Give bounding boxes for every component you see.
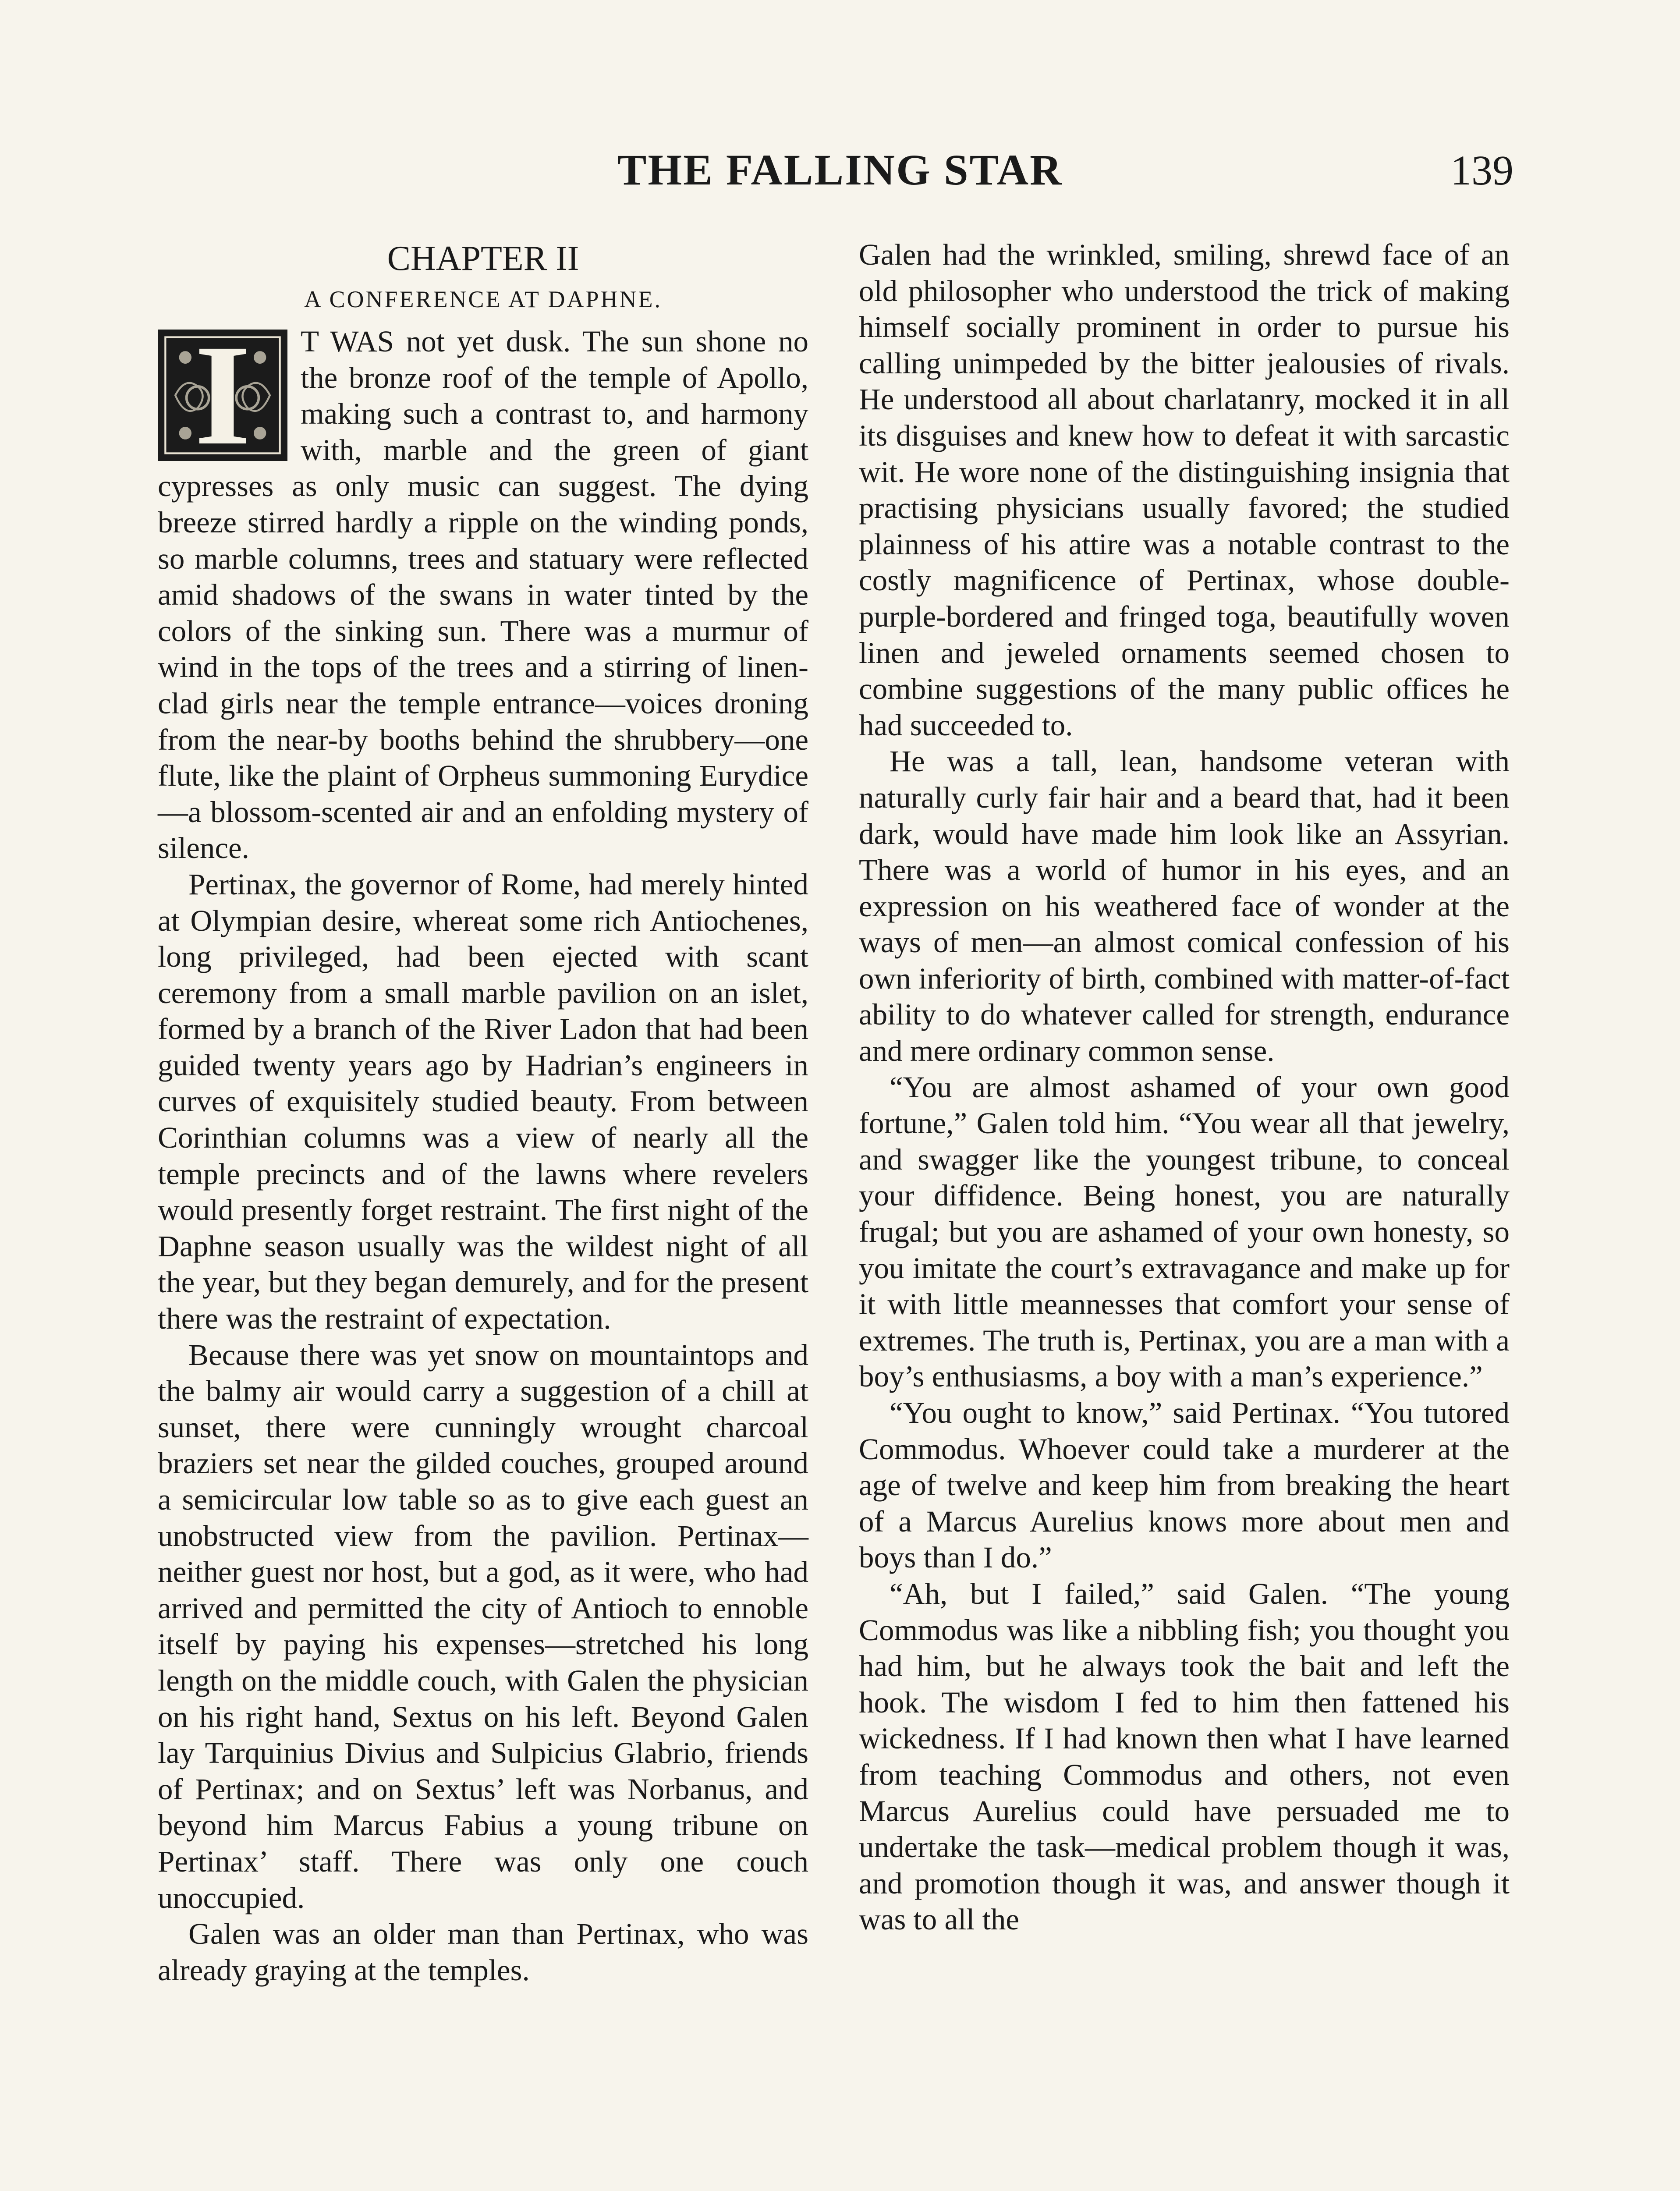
ornamental-drop-cap (158, 315, 287, 475)
page-header-title: THE FALLING STAR (617, 145, 1063, 194)
paragraph: “Ah, but I failed,” said Galen. “The young Commodus was like a nibbling fish; you thought you had him, but he always took the bait and left the hook. The wisdom I fed to him then fattened his wickedness. If I had known then what I have learned from teaching Commodus and others, not even Marcus Aurelius could have persuaded me to undertake the task—medical problem though it was, and promotion though it was, and answer though it was to all the (859, 1577, 1510, 1936)
paragraph: Because there was yet snow on mountaintops and the balmy air would carry a suggestion of a chill at sunset, there were cunningly wrought charcoal braziers set near the gilded couches, grouped around a semicircular low table so as to give each guest an unobstructed view from the pavilion. Pertinax—neither guest nor host, but a god, as it were, who had arrived and permitted the city of Antioch to ennoble itself by paying his expenses—stretched his long length on the middle couch, with Galen the physician on his right hand, Sextus on his left. Beyond Galen lay Tarquinius Divius and Sulpicius Glabrio, friends of Pertinax; and on Sextus’ left was Norbanus, and beyond him Marcus Fabius a young tribune on Pertinax’ staff. There was only one couch unoccupied. (158, 1338, 808, 1914)
paragraph: “You ought to know,” said Pertinax. “You tutored Commodus. Whoever could take a murderer at the age of twelve and keep him from breaking the heart of a Marcus Aurelius knows more about men and boys than I do.” (859, 1396, 1510, 1574)
page-number: 139 (1450, 147, 1513, 194)
paragraph-opening: T WAS not yet dusk. The sun shone no the bronze roof of the temple of Apollo, making such a contrast to, and harmony with, marble and the green of giant cypresses as only music can suggest. The dying breeze stirred hardly a ripple on the winding ponds, so marble columns, trees and statuary were reflected amid shadows of the swans in water tinted by the colors of the sinking sun. There was a murmur of wind in the tops of the trees and a stirring of linen-clad girls near the temple entrance—voices droning from the near-by booths behind the shrubbery—one flute, like the plaint of Orpheus summoning Eurydice—a blossom-scented air and an enfolding mystery of silence. (158, 325, 808, 865)
paragraph: Galen was an older man than Pertinax, who was already graying at the temples. (158, 1917, 808, 1987)
chapter-heading: CHAPTER II (387, 239, 579, 278)
drop-cap-letter: I (194, 315, 251, 475)
right-column (859, 237, 1510, 1938)
paragraph-continued: Galen had the wrinkled, smiling, shrewd face of an old philosopher who understood the trick of making himself socially prominent in order to pursue his calling unimpeded by the bitter jealousies of rivals. He understood all about charlatanry, mocked it in all its disguises and knew how to defeat it with sarcastic wit. He wore none of the distinguishing insignia that practising physicians usually favored; the studied plainness of his attire was a notable contrast to the costly magnificence of Pertinax, whose double-purple-bordered and fringed toga, beautifully woven linen and jeweled ornaments seemed chosen to combine suggestions of the many public offices he had succeeded to. (859, 238, 1510, 742)
paragraph: “You are almost ashamed of your own good fortune,” Galen told him. “You wear all that jewelry, and swagger like the youngest tribune, to conceal your diffidence. Being honest, you are naturally frugal; but you are ashamed of your own honesty, so you imitate the court’s extravagance and make up for it with little meannesses that comfort your sense of extremes. The truth is, Pertinax, you are a man with a boy’s enthusiasms, a boy with a man’s experience.” (859, 1070, 1510, 1393)
paragraph: He was a tall, lean, handsome veteran with naturally curly fair hair and a beard that, had it been dark, would have made him look like an Assyrian. There was a world of humor in his eyes, and an expression on his weathered face of wonder at the ways of men—an almost comical confession of his own inferiority of birth, combined with matter-of-fact ability to do whatever called for strength, endurance and mere ordinary common sense. (859, 745, 1510, 1068)
paragraph: Pertinax, the governor of Rome, had merely hinted at Olympian desire, whereat some rich Antiochenes, long privileged, had been ejected with scant ceremony from a small marble pavilion on an islet, formed by a branch of the River Ladon that had been guided twenty years ago by Hadrian’s engineers in curves of exquisitely studied beauty. From between Corinthian columns was a view of nearly all the temple precincts and of the lawns where revelers would presently forget restraint. The first night of the Daphne season usually was the wildest night of all the year, but they began demurely, and for the present there was the restraint of expectation. (158, 867, 808, 1336)
left-column (158, 237, 808, 1988)
chapter-subtitle: A CONFERENCE AT DAPHNE. (304, 286, 663, 312)
